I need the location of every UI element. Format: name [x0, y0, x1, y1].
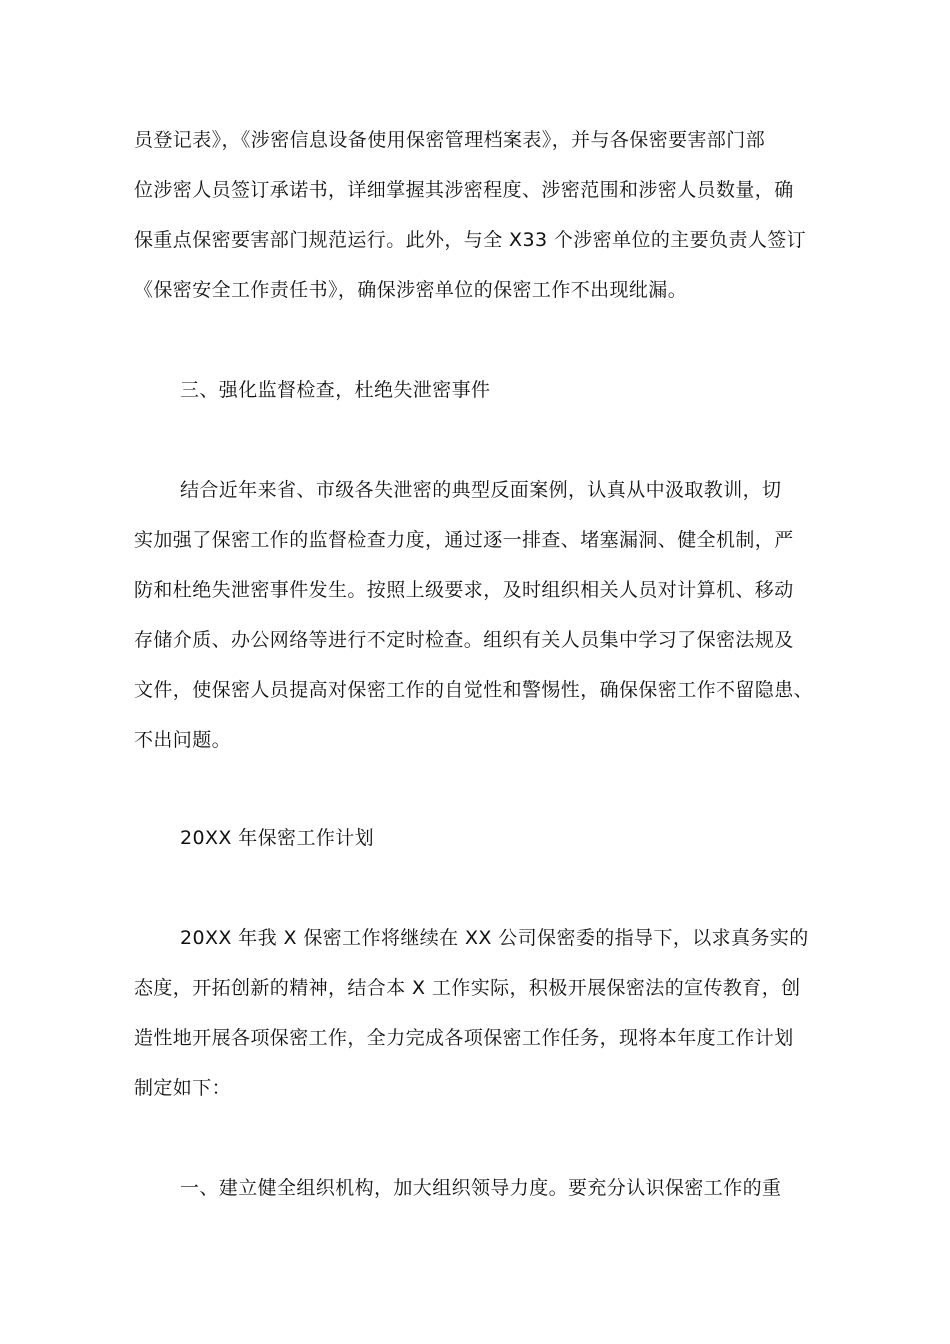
- paragraph-line: 防和杜绝失泄密事件发生。按照上级要求，及时组织相关人员对计算机、移动: [134, 579, 794, 601]
- paragraph-line: 不出问题。: [134, 729, 232, 751]
- paragraph-line: 实加强了保密工作的监督检查力度，通过逐一排查、堵塞漏洞、健全机制，严: [134, 529, 794, 551]
- list-item-heading: 一、建立健全组织机构，加大组织领导力度。要充分认识保密工作的重: [180, 1177, 782, 1199]
- paragraph-line: 20XX 年我 X 保密工作将继续在 XX 公司保密委的指导下，以求真务实的: [180, 927, 809, 949]
- section-heading: 三、强化监督检查，杜绝失泄密事件: [180, 379, 491, 401]
- plan-title: 20XX 年保密工作计划: [180, 827, 375, 849]
- paragraph-line: 存储介质、办公网络等进行不定时检查。组织有关人员集中学习了保密法规及: [134, 629, 794, 651]
- paragraph-line: 位涉密人员签订承诺书，详细掌握其涉密程度、涉密范围和涉密人员数量，确: [134, 179, 794, 201]
- paragraph-line: 保重点保密要害部门规范运行。此外，与全 X33 个涉密单位的主要负责人签订: [134, 229, 807, 251]
- paragraph-line: 结合近年来省、市级各失泄密的典型反面案例，认真从中汲取教训，切: [180, 479, 782, 501]
- paragraph-line: 造性地开展各项保密工作，全力完成各项保密工作任务，现将本年度工作计划: [134, 1027, 794, 1049]
- paragraph-line: 文件，使保密人员提高对保密工作的自觉性和警惕性，确保保密工作不留隐患、: [134, 679, 814, 701]
- paragraph-line: 员登记表》，《涉密信息设备使用保密管理档案表》，并与各保密要害部门部: [134, 129, 766, 151]
- paragraph-line: 制定如下：: [134, 1077, 232, 1099]
- paragraph-line: 《保密安全工作责任书》，确保涉密单位的保密工作不出现纰漏。: [134, 279, 688, 301]
- paragraph-line: 态度，开拓创新的精神，结合本 X 工作实际，积极开展保密法的宣传教育，创: [134, 977, 801, 999]
